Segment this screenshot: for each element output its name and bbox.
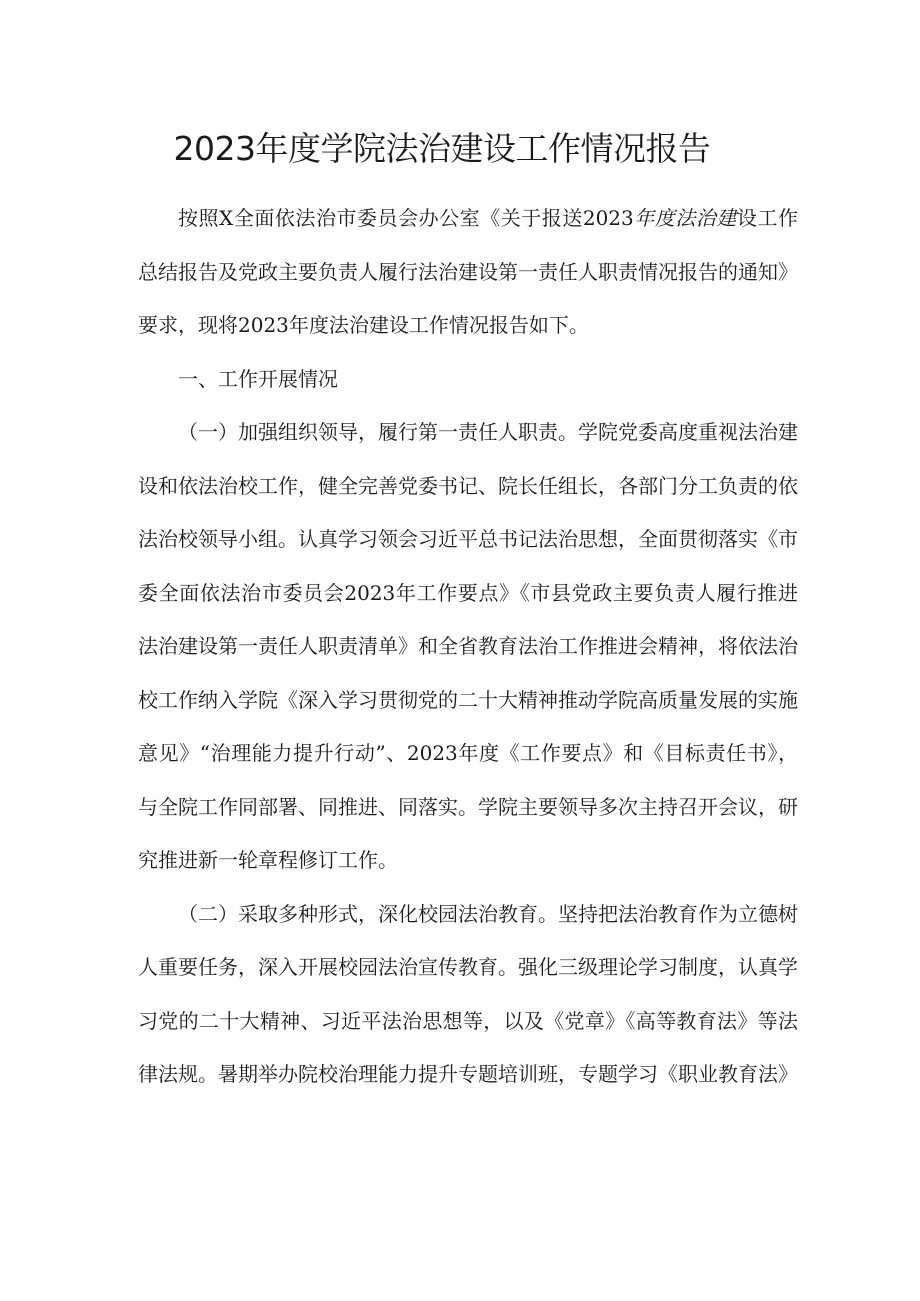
intro-text-end: 设工作总结报告及党政主要负责人履行法治建设第一责任人职责情况报告的通知》要求，现将2023年度法治建设工作情况报告如下。: [138, 206, 799, 337]
intro-paragraph: [138, 192, 798, 353]
subsection-paragraph-2: （二）采取多种形式，深化校园法治教育。坚持把法治教育作为立德树人重要任务，深入开展校园法治宣传教育。强化三级理论学习制度，认真学习党的二十大精神、习近平法治思想等，以及《党章》《高等教育法》等法律法规。暑期举办院校治理能力提升专题培训班，专题学习《职业教育法》: [138, 901, 798, 1086]
document-title: 2023年度学院法治建设工作情况报告: [173, 129, 711, 168]
subsection-paragraph-1: （一）加强组织领导，履行第一责任人职责。学院党委高度重视法治建设和依法治校工作，健全完善党委书记、院长任组长，各部门分工负责的依法治校领导小组。认真学习领会习近平总书记法治思想，全面贯彻落实《市委全面依法治市委员会2023年工作要点》《市县党政主要负责人履行推进法治建设第一责任人职责清单》和全省教育法治工作推进会精神，将依法治校工作纳入学院《深入学习贯彻党的二十大精神推动学院高质量发展的实施意见》“治理能力提升行动”、2023年度《工作要点》和《目标责任书》，与全院工作同部署、同推进、同落实。学院主要领导多次主持召开会议，研究推进新一轮章程修订工作。: [138, 420, 798, 872]
intro-text-start: 按照X全面依法治市委员会办公室《关于报送2023: [178, 206, 634, 230]
section-heading: 一、工作开展情况: [178, 366, 338, 391]
document-body: [138, 192, 798, 1102]
intro-text-emphasis: 年度法治建: [633, 206, 737, 230]
